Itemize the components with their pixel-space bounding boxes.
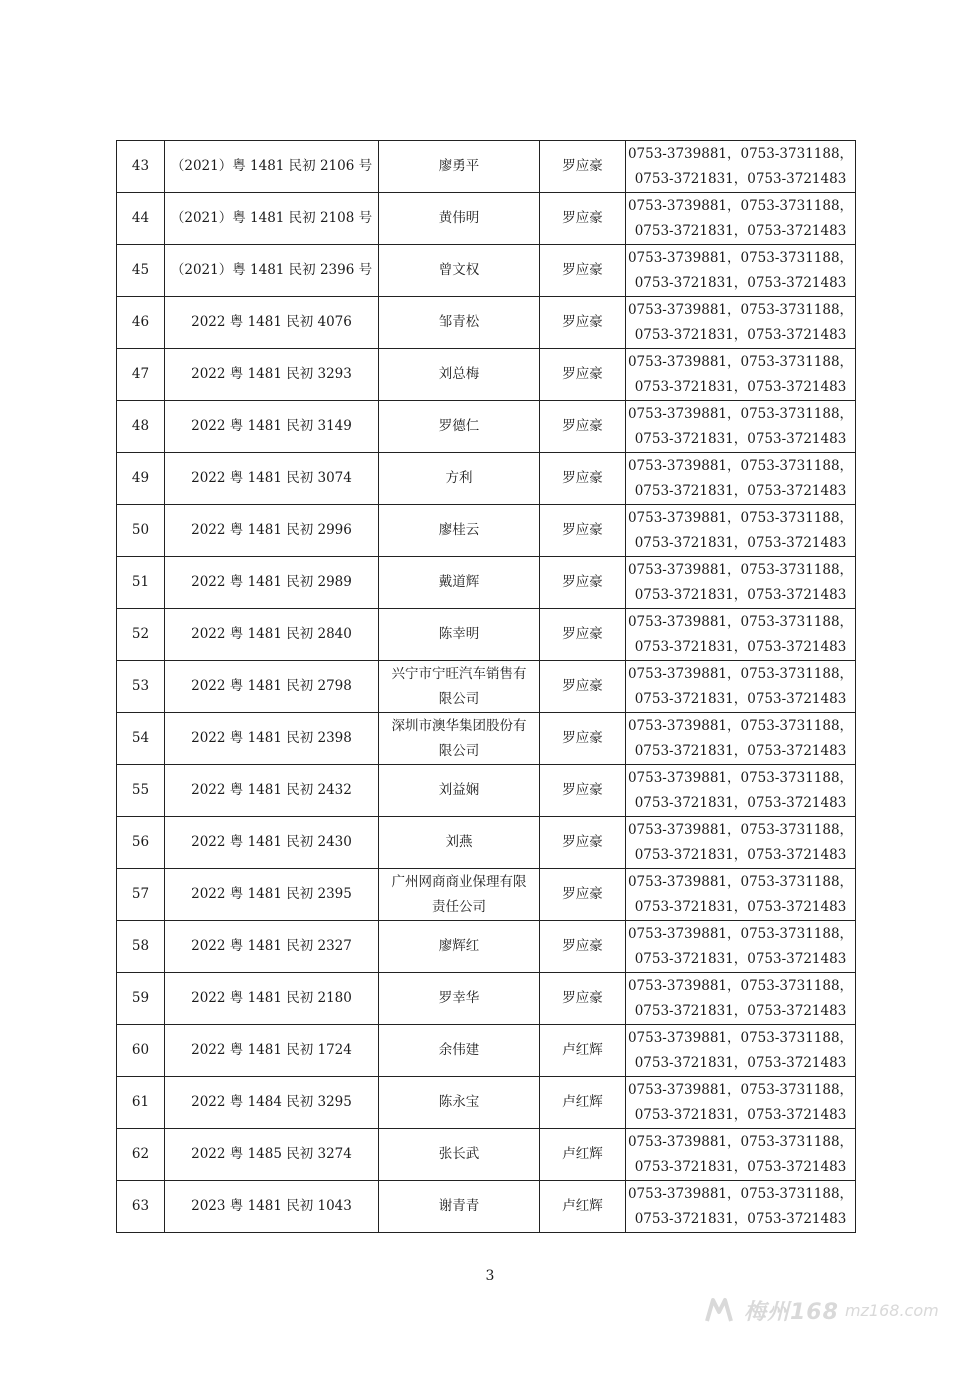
row-number: 43 <box>117 141 165 193</box>
table-row <box>117 609 856 661</box>
phone-line: 0753-3739881，0753-3731188， <box>627 301 854 318</box>
party-name: 广州网商商业保理有限责任公司 <box>379 869 540 921</box>
row-number: 53 <box>117 661 165 713</box>
phone-line: 0753-3739881，0753-3731188， <box>627 145 854 162</box>
phone-line: 0753-3739881，0753-3731188， <box>627 353 854 370</box>
party-name: 戴道辉 <box>379 557 540 609</box>
judge-name: 罗应豪 <box>540 505 626 557</box>
phone-line: 0753-3721831，0753-3721483 <box>634 482 847 499</box>
case-number: 2022 粤 1481 民初 2395 <box>165 869 379 921</box>
judge-name: 罗应豪 <box>540 297 626 349</box>
table-row <box>117 1129 856 1181</box>
contact-phones <box>626 245 856 297</box>
phone-line: 0753-3739881，0753-3731188， <box>627 1185 854 1202</box>
contact-phones <box>626 921 856 973</box>
party-name: 刘总梅 <box>379 349 540 401</box>
judge-name: 罗应豪 <box>540 973 626 1025</box>
contact-phones <box>626 1129 856 1181</box>
case-number: 2022 粤 1481 民初 2989 <box>165 557 379 609</box>
judge-name: 罗应豪 <box>540 193 626 245</box>
phone-line: 0753-3739881，0753-3731188， <box>627 1133 854 1150</box>
judge-name: 卢红辉 <box>540 1025 626 1077</box>
phone-line: 0753-3739881，0753-3731188， <box>627 405 854 422</box>
table-row <box>117 193 856 245</box>
party-name: 张长武 <box>379 1129 540 1181</box>
case-table-body <box>117 141 856 1233</box>
contact-phones <box>626 557 856 609</box>
party-name: 廖桂云 <box>379 505 540 557</box>
case-number: （2021）粤 1481 民初 2396 号 <box>165 245 379 297</box>
phone-line: 0753-3721831，0753-3721483 <box>634 1002 847 1019</box>
table-row <box>117 401 856 453</box>
case-number: 2022 粤 1481 民初 2798 <box>165 661 379 713</box>
row-number: 50 <box>117 505 165 557</box>
row-number: 59 <box>117 973 165 1025</box>
watermark-domain: mz168.com <box>844 1300 939 1320</box>
row-number: 63 <box>117 1181 165 1233</box>
case-number: 2022 粤 1481 民初 3149 <box>165 401 379 453</box>
phone-line: 0753-3721831，0753-3721483 <box>634 534 847 551</box>
phone-line: 0753-3721831，0753-3721483 <box>634 378 847 395</box>
phone-line: 0753-3739881，0753-3731188， <box>627 717 854 734</box>
contact-phones <box>626 1025 856 1077</box>
judge-name: 罗应豪 <box>540 141 626 193</box>
table-row <box>117 1181 856 1233</box>
phone-line: 0753-3739881，0753-3731188， <box>627 977 854 994</box>
judge-name: 罗应豪 <box>540 245 626 297</box>
phone-line: 0753-3739881，0753-3731188， <box>627 509 854 526</box>
table-row <box>117 245 856 297</box>
phone-line: 0753-3739881，0753-3731188， <box>627 197 854 214</box>
phone-line: 0753-3721831，0753-3721483 <box>634 1054 847 1071</box>
party-name: 深圳市澳华集团股份有限公司 <box>379 713 540 765</box>
case-number: 2022 粤 1481 民初 2430 <box>165 817 379 869</box>
phone-line: 0753-3739881，0753-3731188， <box>627 249 854 266</box>
judge-name: 罗应豪 <box>540 453 626 505</box>
table-row <box>117 765 856 817</box>
phone-line: 0753-3721831，0753-3721483 <box>634 170 847 187</box>
table-row <box>117 661 856 713</box>
phone-line: 0753-3721831，0753-3721483 <box>634 1158 847 1175</box>
judge-name: 罗应豪 <box>540 661 626 713</box>
party-name: 刘益娴 <box>379 765 540 817</box>
phone-line: 0753-3721831，0753-3721483 <box>634 742 847 759</box>
table-row <box>117 1077 856 1129</box>
phone-line: 0753-3739881，0753-3731188， <box>627 873 854 890</box>
phone-line: 0753-3739881，0753-3731188， <box>627 821 854 838</box>
watermark-text: 梅州168 <box>744 1299 839 1325</box>
party-name: 刘燕 <box>379 817 540 869</box>
contact-phones <box>626 713 856 765</box>
phone-line: 0753-3739881，0753-3731188， <box>627 925 854 942</box>
phone-line: 0753-3721831，0753-3721483 <box>634 586 847 603</box>
row-number: 47 <box>117 349 165 401</box>
table-row <box>117 1025 856 1077</box>
judge-name: 罗应豪 <box>540 817 626 869</box>
judge-name: 罗应豪 <box>540 609 626 661</box>
judge-name: 卢红辉 <box>540 1181 626 1233</box>
table-row <box>117 453 856 505</box>
contact-phones <box>626 453 856 505</box>
case-number: 2022 粤 1481 民初 3074 <box>165 453 379 505</box>
phone-line: 0753-3721831，0753-3721483 <box>634 326 847 343</box>
table-row <box>117 297 856 349</box>
case-number: 2022 粤 1481 民初 2840 <box>165 609 379 661</box>
table-row <box>117 141 856 193</box>
case-number: 2022 粤 1481 民初 1724 <box>165 1025 379 1077</box>
judge-name: 罗应豪 <box>540 765 626 817</box>
phone-line: 0753-3721831，0753-3721483 <box>634 274 847 291</box>
case-number: （2021）粤 1481 民初 2106 号 <box>165 141 379 193</box>
party-name: 陈幸明 <box>379 609 540 661</box>
phone-line: 0753-3721831，0753-3721483 <box>634 690 847 707</box>
phone-line: 0753-3721831，0753-3721483 <box>634 794 847 811</box>
table-row <box>117 557 856 609</box>
case-number: （2021）粤 1481 民初 2108 号 <box>165 193 379 245</box>
contact-phones <box>626 401 856 453</box>
contact-phones <box>626 141 856 193</box>
party-name: 廖辉红 <box>379 921 540 973</box>
judge-name: 卢红辉 <box>540 1077 626 1129</box>
row-number: 56 <box>117 817 165 869</box>
row-number: 48 <box>117 401 165 453</box>
phone-line: 0753-3739881，0753-3731188， <box>627 1081 854 1098</box>
party-name: 廖勇平 <box>379 141 540 193</box>
row-number: 54 <box>117 713 165 765</box>
contact-phones <box>626 869 856 921</box>
judge-name: 罗应豪 <box>540 401 626 453</box>
table-row <box>117 505 856 557</box>
row-number: 52 <box>117 609 165 661</box>
party-name: 曾文权 <box>379 245 540 297</box>
phone-line: 0753-3721831，0753-3721483 <box>634 1106 847 1123</box>
judge-name: 罗应豪 <box>540 713 626 765</box>
page-number: 3 <box>485 1268 495 1284</box>
phone-line: 0753-3721831，0753-3721483 <box>634 898 847 915</box>
party-name: 罗德仁 <box>379 401 540 453</box>
judge-name: 罗应豪 <box>540 349 626 401</box>
table-row <box>117 817 856 869</box>
row-number: 51 <box>117 557 165 609</box>
party-name: 陈永宝 <box>379 1077 540 1129</box>
party-name: 罗幸华 <box>379 973 540 1025</box>
row-number: 58 <box>117 921 165 973</box>
judge-name: 罗应豪 <box>540 869 626 921</box>
phone-line: 0753-3739881，0753-3731188， <box>627 457 854 474</box>
row-number: 45 <box>117 245 165 297</box>
phone-line: 0753-3721831，0753-3721483 <box>634 638 847 655</box>
row-number: 55 <box>117 765 165 817</box>
table-row <box>117 973 856 1025</box>
contact-phones <box>626 661 856 713</box>
party-name: 方利 <box>379 453 540 505</box>
contact-phones <box>626 973 856 1025</box>
phone-line: 0753-3739881，0753-3731188， <box>627 1029 854 1046</box>
case-table <box>116 140 856 1233</box>
judge-name: 罗应豪 <box>540 921 626 973</box>
case-number: 2022 粤 1481 民初 2996 <box>165 505 379 557</box>
contact-phones <box>626 609 856 661</box>
row-number: 46 <box>117 297 165 349</box>
watermark-logo-icon <box>704 1294 738 1326</box>
phone-line: 0753-3739881，0753-3731188， <box>627 561 854 578</box>
party-name: 兴宁市宁旺汽车销售有限公司 <box>379 661 540 713</box>
table-row <box>117 921 856 973</box>
contact-phones <box>626 1181 856 1233</box>
row-number: 49 <box>117 453 165 505</box>
phone-line: 0753-3721831，0753-3721483 <box>634 846 847 863</box>
party-name: 邹青松 <box>379 297 540 349</box>
case-number: 2022 粤 1481 民初 2432 <box>165 765 379 817</box>
phone-line: 0753-3739881，0753-3731188， <box>627 665 854 682</box>
case-number: 2022 粤 1481 民初 2180 <box>165 973 379 1025</box>
party-name: 黄伟明 <box>379 193 540 245</box>
case-number: 2022 粤 1481 民初 2327 <box>165 921 379 973</box>
row-number: 62 <box>117 1129 165 1181</box>
table-row <box>117 349 856 401</box>
case-number: 2022 粤 1481 民初 4076 <box>165 297 379 349</box>
phone-line: 0753-3721831，0753-3721483 <box>634 1210 847 1227</box>
row-number: 44 <box>117 193 165 245</box>
phone-line: 0753-3721831，0753-3721483 <box>634 222 847 239</box>
judge-name: 罗应豪 <box>540 557 626 609</box>
case-number: 2022 粤 1485 民初 3274 <box>165 1129 379 1181</box>
phone-line: 0753-3721831，0753-3721483 <box>634 430 847 447</box>
contact-phones <box>626 297 856 349</box>
phone-line: 0753-3739881，0753-3731188， <box>627 613 854 630</box>
case-number: 2022 粤 1484 民初 3295 <box>165 1077 379 1129</box>
row-number: 60 <box>117 1025 165 1077</box>
contact-phones <box>626 1077 856 1129</box>
party-name: 余伟建 <box>379 1025 540 1077</box>
case-number: 2023 粤 1481 民初 1043 <box>165 1181 379 1233</box>
contact-phones <box>626 193 856 245</box>
row-number: 57 <box>117 869 165 921</box>
phone-line: 0753-3721831，0753-3721483 <box>634 950 847 967</box>
party-name: 谢青青 <box>379 1181 540 1233</box>
contact-phones <box>626 817 856 869</box>
table-row <box>117 869 856 921</box>
contact-phones <box>626 505 856 557</box>
site-watermark <box>704 1290 974 1330</box>
row-number: 61 <box>117 1077 165 1129</box>
phone-line: 0753-3739881，0753-3731188， <box>627 769 854 786</box>
contact-phones <box>626 765 856 817</box>
case-number: 2022 粤 1481 民初 2398 <box>165 713 379 765</box>
table-row <box>117 713 856 765</box>
case-number: 2022 粤 1481 民初 3293 <box>165 349 379 401</box>
contact-phones <box>626 349 856 401</box>
judge-name: 卢红辉 <box>540 1129 626 1181</box>
